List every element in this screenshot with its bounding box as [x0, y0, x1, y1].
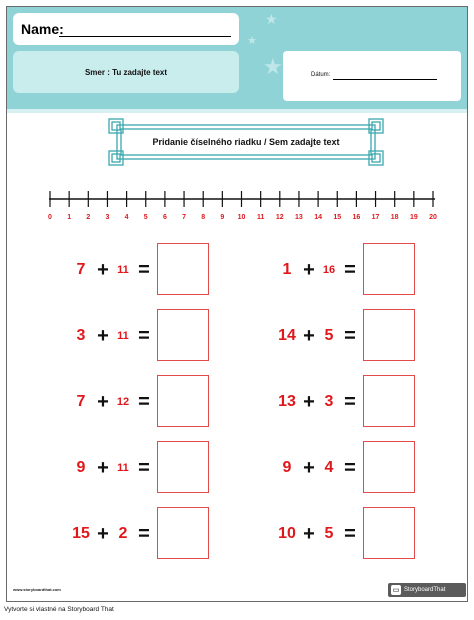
second-addend: 4 [324, 459, 334, 476]
equals-sign: = [344, 456, 356, 479]
number-line-label: 2 [86, 214, 91, 221]
number-line-label: 10 [237, 214, 246, 221]
name-line [59, 36, 231, 37]
direction-box[interactable] [13, 51, 239, 93]
number-line-label: 15 [333, 214, 342, 221]
number-line-label: 8 [201, 214, 206, 221]
name-field[interactable] [13, 13, 239, 45]
equals-sign: = [344, 324, 356, 347]
first-addend: 7 [76, 261, 86, 278]
date-line [333, 79, 437, 80]
title-frame [105, 115, 387, 169]
second-addend: 2 [118, 525, 128, 542]
number-line-label: 20 [429, 214, 437, 221]
equals-sign: = [344, 258, 356, 281]
answer-box[interactable] [363, 507, 415, 559]
logo-text: StoryboardThat [404, 587, 446, 593]
star-icon: ★ [265, 12, 278, 28]
second-addend: 5 [324, 525, 334, 542]
plus-sign: + [97, 258, 109, 281]
equals-sign: = [138, 324, 150, 347]
plus-sign: + [97, 522, 109, 545]
page-credit[interactable]: Vytvorte si vlastné na Storyboard That [4, 606, 114, 613]
worksheet [6, 6, 468, 602]
second-addend: 11 [117, 264, 129, 276]
plus-sign: + [303, 324, 315, 347]
number-line-label: 18 [390, 214, 399, 221]
star-icon: ★ [247, 34, 257, 47]
answer-box[interactable] [363, 309, 415, 361]
number-line-label: 16 [352, 214, 361, 221]
direction-text: Smer : Tu zadajte text [84, 67, 168, 77]
answer-box[interactable] [157, 507, 209, 559]
worksheet-title: Pridanie číselného riadku / Sem zadajte text [152, 137, 340, 147]
addition-problem [273, 507, 423, 561]
date-label: Dátum: [311, 72, 331, 78]
number-line [47, 187, 447, 227]
addition-problem [273, 375, 423, 429]
number-line-label: 7 [182, 214, 186, 221]
equals-sign: = [138, 390, 150, 413]
number-line-label: 1 [67, 214, 72, 221]
first-addend: 10 [278, 525, 296, 542]
answer-box[interactable] [363, 243, 415, 295]
answer-box[interactable] [157, 441, 209, 493]
equals-sign: = [138, 456, 150, 479]
second-addend: 16 [322, 264, 336, 276]
addition-problem [67, 507, 217, 561]
first-addend: 1 [282, 261, 292, 278]
plus-sign: + [303, 390, 315, 413]
first-addend: 7 [76, 393, 86, 410]
answer-box[interactable] [157, 309, 209, 361]
number-line-label: 19 [409, 214, 418, 221]
header-divider [7, 109, 467, 113]
number-line-label: 12 [275, 214, 284, 221]
equals-sign: = [344, 390, 356, 413]
number-line-label: 14 [314, 214, 322, 221]
first-addend: 9 [76, 459, 86, 476]
storyboardthat-logo[interactable] [388, 583, 466, 597]
first-addend: 13 [278, 393, 296, 410]
name-label: Name: [21, 21, 64, 37]
plus-sign: + [97, 324, 109, 347]
first-addend: 14 [278, 327, 296, 344]
date-field[interactable] [283, 51, 461, 101]
answer-box[interactable] [157, 243, 209, 295]
header-banner [7, 7, 467, 109]
equals-sign: = [138, 522, 150, 545]
number-line-label: 3 [105, 214, 110, 221]
second-addend: 12 [116, 396, 130, 408]
second-addend: 5 [324, 327, 334, 344]
addition-problem [67, 375, 217, 429]
addition-problem [67, 309, 217, 363]
number-line-label: 11 [256, 214, 265, 221]
first-addend: 15 [72, 525, 90, 542]
addition-problem [273, 441, 423, 495]
plus-sign: + [303, 522, 315, 545]
number-line-label: 13 [295, 214, 303, 221]
speech-bubble-icon: ▭ [392, 587, 400, 594]
addition-problem [67, 243, 217, 297]
equals-sign: = [344, 522, 356, 545]
number-line-label: 0 [48, 214, 52, 221]
plus-sign: + [97, 390, 109, 413]
second-addend: 11 [117, 462, 129, 474]
first-addend: 3 [76, 327, 86, 344]
number-line-label: 4 [124, 214, 129, 221]
addition-problem [273, 243, 423, 297]
plus-sign: + [303, 258, 315, 281]
second-addend: 3 [324, 393, 334, 410]
number-line-label: 17 [371, 214, 380, 221]
answer-box[interactable] [363, 375, 415, 427]
number-line-axis [47, 187, 447, 213]
answer-box[interactable] [157, 375, 209, 427]
answer-box[interactable] [363, 441, 415, 493]
number-line-label: 5 [143, 214, 148, 221]
plus-sign: + [97, 456, 109, 479]
equals-sign: = [138, 258, 150, 281]
second-addend: 11 [117, 330, 129, 342]
number-line-label: 9 [220, 214, 225, 221]
star-icon: ★ [263, 55, 283, 80]
addition-problem [67, 441, 217, 495]
plus-sign: + [303, 456, 315, 479]
number-line-label: 6 [162, 214, 167, 221]
addition-problem [273, 309, 423, 363]
footer-url[interactable]: www.storyboardthat.com [13, 587, 61, 592]
first-addend: 9 [282, 459, 292, 476]
